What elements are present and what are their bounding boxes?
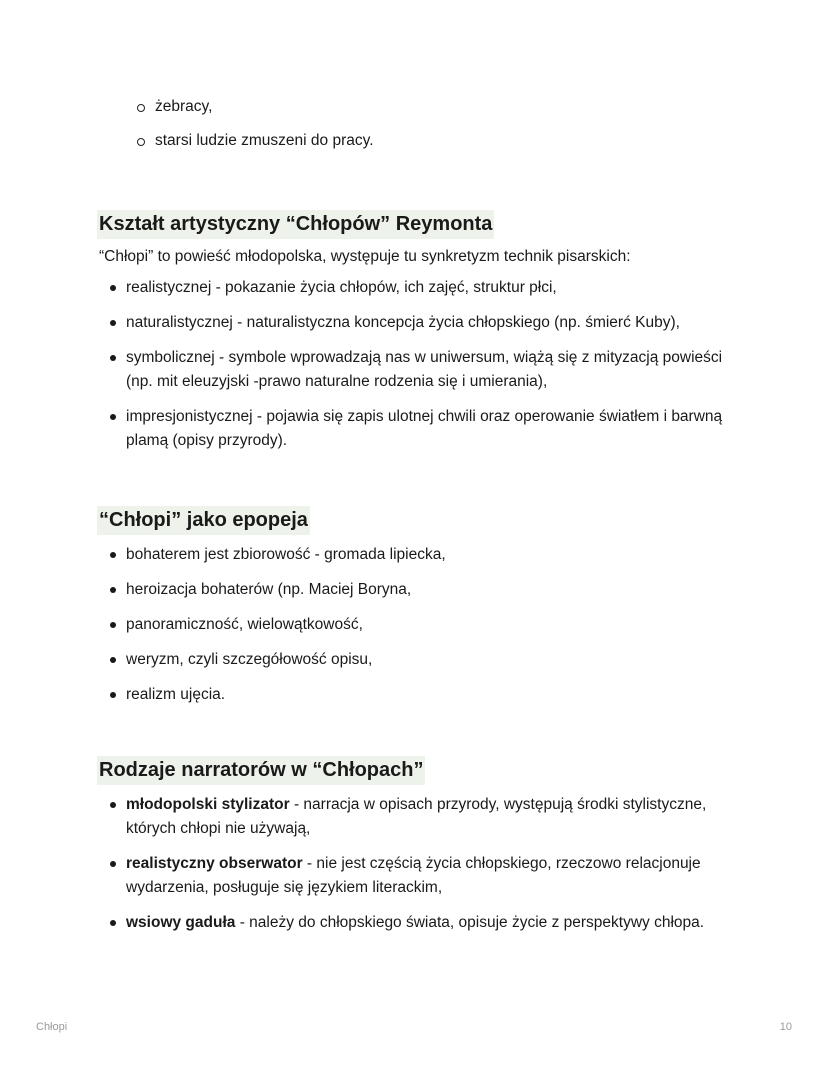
- list-item: heroizacja bohaterów (np. Maciej Boryna,: [97, 578, 747, 602]
- list-item: [97, 852, 747, 900]
- bullet-list: [97, 276, 747, 453]
- section-intro: “Chłopi” to powieść młodopolska, występuje tu synkretyzm technik pisarskich:: [99, 248, 631, 265]
- list-item: realistycznej - pokazanie życia chłopów, ich zajęć, struktur płci,: [97, 276, 747, 300]
- bullet-list: [97, 793, 747, 935]
- list-item: impresjonistycznej - pojawia się zapis ulotnej chwili oraz operowanie światłem i barwną plamą (opisy przyrody).: [97, 405, 747, 453]
- section-heading: “Chłopi” jako epopeja: [97, 506, 310, 535]
- narrator-description: - należy do chłopskiego świata, opisuje życie z perspektywy chłopa.: [235, 914, 705, 931]
- narrator-term: wsiowy gaduła: [126, 914, 236, 931]
- continuation-sub-list: [135, 96, 374, 164]
- list-item: [97, 911, 747, 935]
- narrator-description: - narracja w opisach przyrody, występują środki stylistyczne, których chłopi nie używają,: [126, 796, 707, 837]
- narrator-description: - nie jest częścią życia chłopskiego, rzeczowo relacjonuje wydarzenia, posługuje się językiem literackim,: [126, 855, 701, 896]
- section-heading: Rodzaje narratorów w “Chłopach”: [97, 756, 425, 785]
- narrator-term: realistyczny obserwator: [126, 855, 303, 872]
- list-item: naturalistycznej - naturalistyczna koncepcja życia chłopskiego (np. śmierć Kuby),: [97, 311, 747, 335]
- section-narrators: [97, 756, 747, 946]
- narrator-term: młodopolski stylizator: [126, 796, 290, 813]
- section-epic: [97, 506, 747, 718]
- bullet-list: [97, 543, 747, 707]
- section-heading: Kształt artystyczny “Chłopów” Reymonta: [97, 210, 494, 239]
- footer-page-number: 10: [779, 1021, 792, 1033]
- list-item: starsi ludzie zmuszeni do pracy.: [135, 130, 374, 152]
- list-item: bohaterem jest zbiorowość - gromada lipiecka,: [97, 543, 747, 567]
- section-artistic-form: [97, 210, 747, 464]
- footer-title: Chłopi: [36, 1021, 68, 1033]
- list-item: symbolicznej - symbole wprowadzają nas w uniwersum, wiążą się z mityzacją powieści (np. mit eleuzyjski -prawo naturalne rodzenia się i umierania),: [97, 346, 747, 394]
- list-item: [97, 793, 747, 841]
- list-item: realizm ujęcia.: [97, 683, 747, 707]
- list-item: weryzm, czyli szczegółowość opisu,: [97, 648, 747, 672]
- list-item: żebracy,: [135, 96, 374, 118]
- list-item: panoramiczność, wielowątkowość,: [97, 613, 747, 637]
